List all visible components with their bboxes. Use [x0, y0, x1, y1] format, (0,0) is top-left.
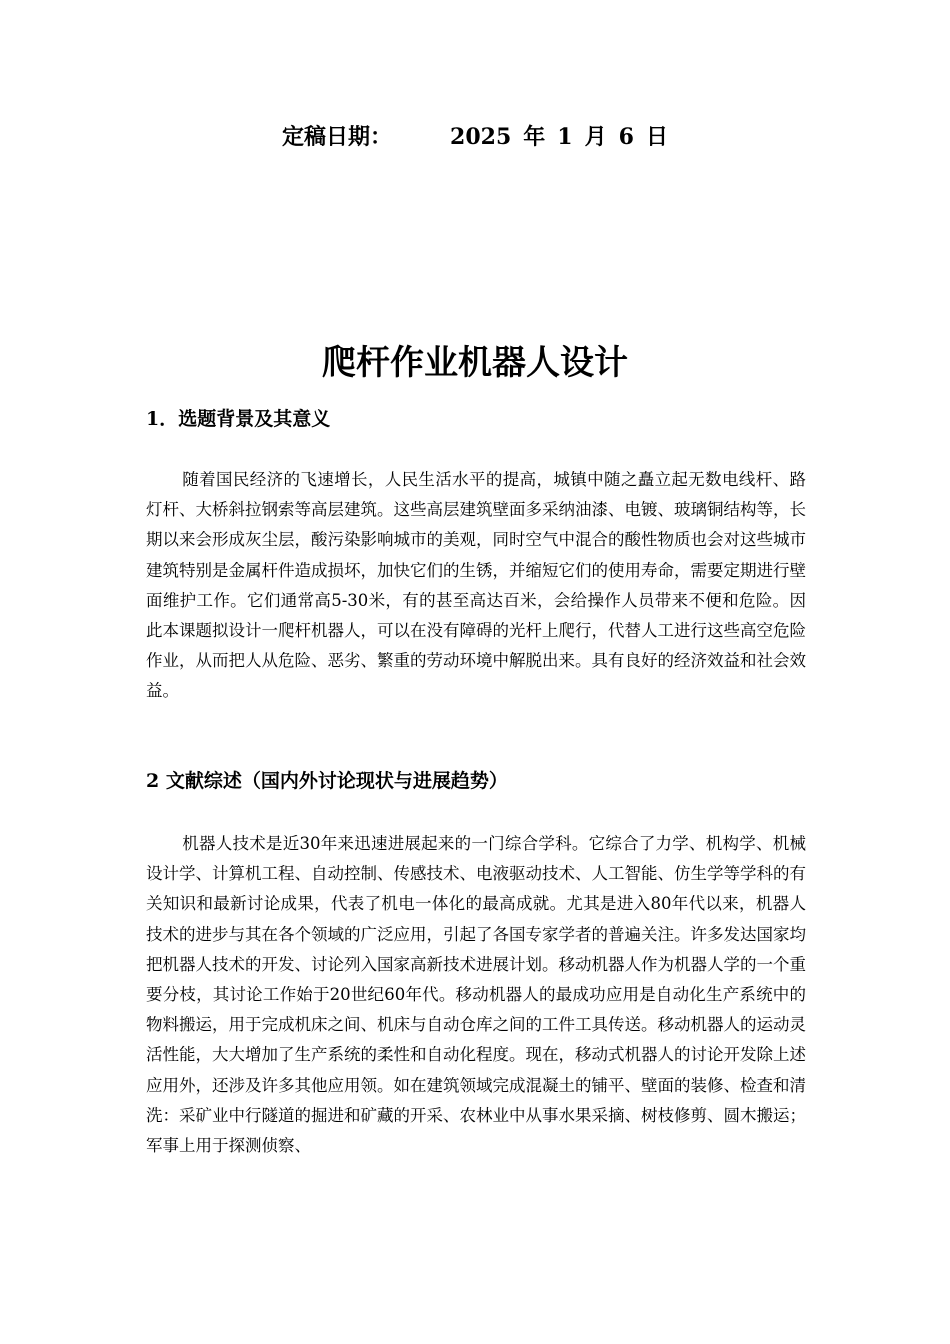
date-month-unit: 月	[584, 124, 607, 150]
date-label: 定稿日期：	[282, 124, 393, 150]
date-day-unit: 日	[645, 124, 668, 150]
date-year-unit: 年	[523, 124, 546, 150]
date-year: 2025	[450, 124, 512, 150]
section-body-background: 随着国民经济的飞速增长，人民生活水平的提高，城镇中随之矗立起无数电线杆、路灯杆、大桥斜拉钢索等高层建筑。这些高层建筑壁面多采纳油漆、电镀、玻璃铜结构等，长期以来会形成灰尘层，酸污染影响城市的美观，同时空气中混合的酸性物质也会对这些城市建筑特别是金属杆件造成损坏，加快它们的生锈，并缩短它们的使用寿命，需要定期进行壁面维护工作。它们通常高5-30米，有的甚至高达百米，会给操作人员带来不便和危险。因此本课题拟设计一爬杆机器人，可以在没有障碍的光杆上爬行，代替人工进行这些高空危险作业，从而把人从危险、恶劣、繁重的劳动环境中解脱出来。具有良好的经济效益和社会效益。	[146, 470, 806, 701]
date-month: 1	[557, 124, 573, 150]
section-body-literature-review: 机器人技术是近30年来迅速进展起来的一门综合学科。它综合了力学、机构学、机械设计学、计算机工程、自动控制、传感技术、电液驱动技术、人工智能、仿生学等学科的有关知识和最新讨论成果，代表了机电一体化的最高成就。尤其是进入80年代以来，机器人技术的进步与其在各个领域的广泛应用，引起了各国专家学者的普遍关注。许多发达国家均把机器人技术的开发、讨论列入国家高新技术进展计划。移动机器人作为机器人学的一个重要分枝，其讨论工作始于20世纪60年代。移动机器人的最成功应用是自动化生产系统中的物料搬运，用于完成机床之间、机床与自动仓库之间的工件工具传送。移动机器人的运动灵活性能，大大增加了生产系统的柔性和自动化程度。现在，移动式机器人的讨论开发除上述应用外，还涉及许多其他应用领。如在建筑领域完成混凝土的铺平、壁面的装修、检查和清洗：采矿业中行隧道的掘进和矿藏的开采、农林业中从事水果采摘、树枝修剪、圆木搬运；军事上用于探测侦察、	[146, 834, 806, 1156]
section-heading-background: 1．选题背景及其意义	[146, 408, 331, 430]
section-heading-literature-review: 2 文献综述（国内外讨论现状与进展趋势）	[146, 770, 508, 792]
finalization-date	[0, 121, 950, 153]
document-title: 爬杆作业机器人设计	[322, 343, 628, 383]
date-day: 6	[618, 124, 634, 150]
